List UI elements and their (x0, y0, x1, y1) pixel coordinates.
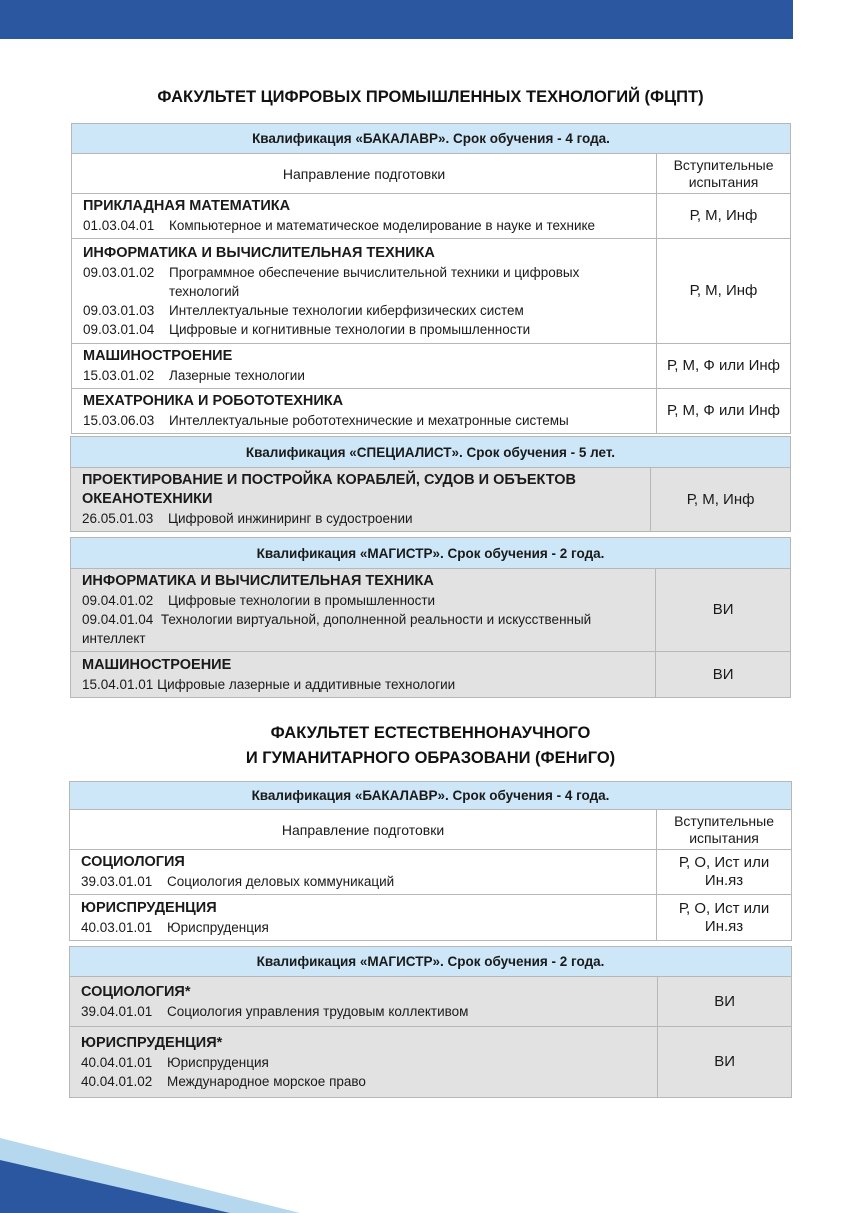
column-exams: Вступительные испытания (657, 154, 791, 194)
direction-cell (70, 1027, 658, 1098)
faculty2-title-line2: И ГУМАНИТАРНОГО ОБРАЗОВАНИ (ФЕНиГО) (245, 749, 616, 767)
direction-cell (70, 895, 657, 941)
program-line: 40.04.01.01 Юриспруденция (81, 1054, 269, 1070)
column-direction: Направление подготовки (72, 154, 657, 194)
exams-cell: ВИ (658, 1027, 792, 1098)
bottom-corner-decoration (0, 1138, 300, 1213)
faculty2-master-table (69, 946, 792, 1098)
program-line: 15.03.06.03 Интеллектуальные робототехнические и мехатронные системы (83, 413, 569, 428)
direction-cell (71, 652, 656, 698)
top-brand-bar (0, 0, 793, 39)
exams-cell: Р, М, Ф или Инф (657, 389, 791, 434)
table-header: Квалификация «БАКАЛАВР». Срок обучения - 4 года. (70, 782, 792, 810)
faculty2-bachelor-table (69, 781, 792, 941)
exams-cell: ВИ (658, 977, 792, 1027)
exams-cell: ВИ (656, 569, 791, 652)
exams-cell: Р, О, Ист или Ин.яз (657, 850, 792, 895)
exams-cell: ВИ (656, 652, 791, 698)
faculty2-title-line1: ФАКУЛЬТЕТ ЕСТЕСТВЕННОНАУЧНОГО (270, 724, 591, 742)
direction-name: МЕХАТРОНИКА И РОБОТОТЕХНИКА (83, 393, 344, 409)
direction-name: МАШИНОСТРОЕНИЕ (83, 348, 233, 364)
direction-cell (70, 977, 658, 1027)
program-line: 15.03.01.02 Лазерные технологии (83, 368, 305, 383)
direction-name: ПРИКЛАДНАЯ МАТЕМАТИКА (83, 198, 291, 214)
table-header: Квалификация «МАГИСТР». Срок обучения - 2 года. (70, 947, 792, 977)
program-line: 09.03.01.04 Цифровые и когнитивные технологии в промышленности (83, 321, 531, 337)
table-header: Квалификация «БАКАЛАВР». Срок обучения - 4 года. (72, 124, 791, 154)
faculty1-bachelor-table (71, 123, 791, 434)
direction-name: СОЦИОЛОГИЯ* (81, 983, 191, 1000)
direction-name: СОЦИОЛОГИЯ (81, 854, 185, 870)
program-line: 09.03.01.03 Интеллектуальные технологии киберфизических систем (83, 302, 524, 318)
program-line: 39.03.01.01 Социология деловых коммуникаций (81, 874, 395, 889)
table-header: Квалификация «МАГИСТР». Срок обучения - 2 года. (71, 538, 791, 569)
faculty1-title: ФАКУЛЬТЕТ ЦИФРОВЫХ ПРОМЫШЛЕННЫХ ТЕХНОЛОГИЙ (ФЦПТ) (157, 88, 704, 106)
faculty1-master-table (70, 537, 791, 698)
column-exams: Вступительные испытания (657, 810, 792, 850)
program-line: 40.04.01.02 Международное морское право (81, 1073, 366, 1089)
direction-cell (71, 468, 651, 532)
faculty1-specialist-table (70, 436, 791, 532)
direction-cell (70, 850, 657, 895)
exams-cell: Р, М, Инф (657, 194, 791, 239)
program-line: 26.05.01.03 Цифровой инжиниринг в судостроении (82, 511, 413, 526)
direction-name: ПРОЕКТИРОВАНИЕ И ПОСТРОЙКА КОРАБЛЕЙ, СУДОВ И ОБЪЕКТОВ ОКЕАНОТЕХНИКИ (82, 472, 576, 507)
direction-cell (72, 389, 657, 434)
program-line: 09.04.01.04 Технологии виртуальной, дополненной реальности и искусственный интеллект (82, 612, 592, 646)
table-header: Квалификация «СПЕЦИАЛИСТ». Срок обучения - 5 лет. (71, 437, 791, 468)
program-line: 09.03.01.02 Программное обеспечение вычислительной техники и цифровых технологий (83, 264, 580, 299)
program-line: 39.04.01.01 Социология управления трудовым коллективом (81, 1003, 469, 1019)
column-direction: Направление подготовки (70, 810, 657, 850)
program-line: 40.03.01.01 Юриспруденция (81, 919, 269, 935)
direction-name: ЮРИСПРУДЕНЦИЯ (81, 899, 217, 916)
direction-cell (71, 569, 656, 652)
direction-name: МАШИНОСТРОЕНИЕ (82, 656, 232, 673)
direction-name: ИНФОРМАТИКА И ВЫЧИСЛИТЕЛЬНАЯ ТЕХНИКА (82, 573, 434, 589)
exams-cell: Р, О, Ист или Ин.яз (657, 895, 792, 941)
program-line: 15.04.01.01 Цифровые лазерные и аддитивные технологии (82, 676, 456, 692)
program-line: 09.04.01.02 Цифровые технологии в промышленности (82, 593, 436, 608)
direction-cell (72, 239, 657, 344)
exams-cell: Р, М, Инф (657, 239, 791, 344)
direction-cell (72, 344, 657, 389)
exams-cell: Р, М, Инф (651, 468, 791, 532)
direction-cell (72, 194, 657, 239)
exams-cell: Р, М, Ф или Инф (657, 344, 791, 389)
direction-name: ЮРИСПРУДЕНЦИЯ* (81, 1034, 223, 1051)
program-line: 01.03.04.01 Компьютерное и математическое моделирование в науке и технике (83, 218, 596, 233)
direction-name: ИНФОРМАТИКА И ВЫЧИСЛИТЕЛЬНАЯ ТЕХНИКА (83, 244, 435, 261)
